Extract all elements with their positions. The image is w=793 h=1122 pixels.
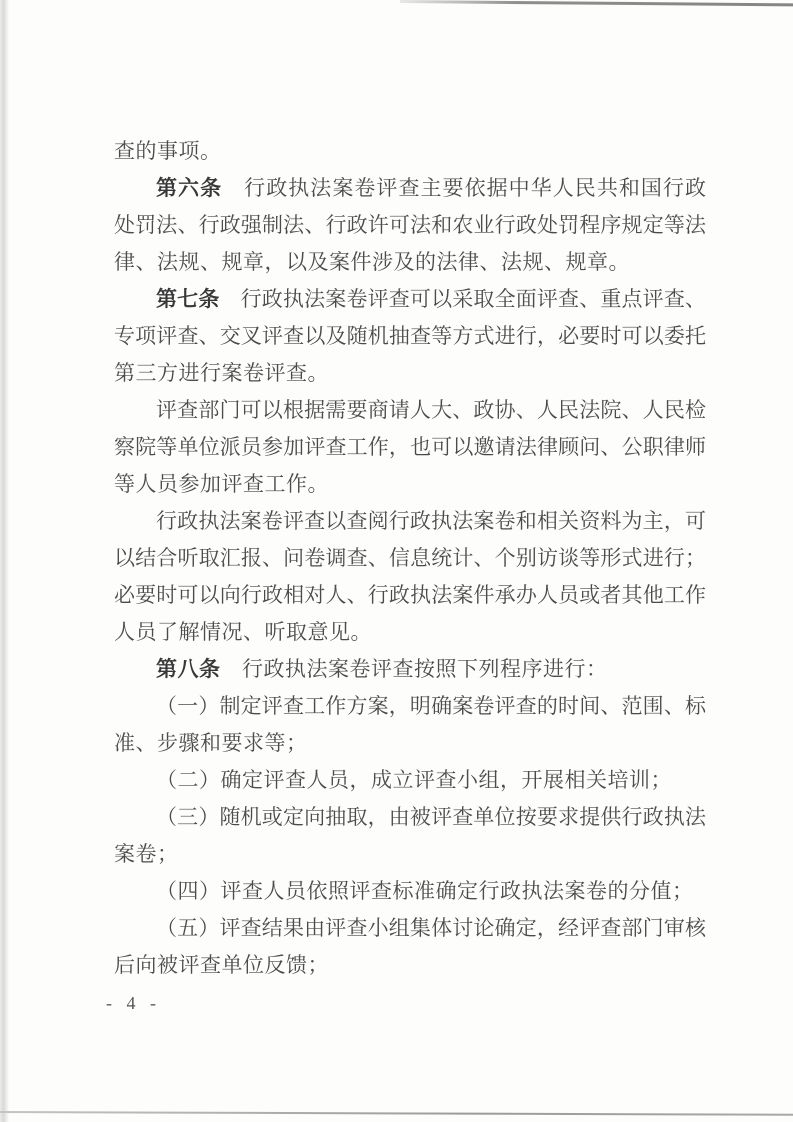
- text-line: [114, 725, 706, 762]
- text-segment: 处罚法、行政强制法、行政许可法和农业行政处罚程序规定等法: [114, 213, 706, 237]
- text-segment: 准、步骤和要求等；: [114, 731, 308, 755]
- text-line: [114, 318, 706, 355]
- text-line: [114, 799, 706, 836]
- text-segment: 行政执法案卷评查以查阅行政执法案卷和相关资料为主，可: [156, 509, 706, 533]
- text-line: [114, 688, 706, 725]
- text-line: [114, 910, 706, 947]
- text-line: [114, 392, 706, 429]
- text-segment: 行政执法案卷评查主要依据中华人民共和国行政: [222, 176, 706, 200]
- text-line: [114, 355, 706, 392]
- text-line: [114, 170, 706, 207]
- scan-edge-left: [0, 0, 9, 1122]
- text-line: [114, 614, 706, 651]
- text-line: [114, 466, 706, 503]
- text-segment: 等人员参加评查工作。: [114, 472, 329, 496]
- text-segment: 第三方进行案卷评查。: [114, 361, 329, 385]
- text-segment: 行政执法案卷评查按照下列程序进行：: [220, 657, 608, 681]
- text-line: [114, 873, 706, 910]
- text-line: [114, 503, 706, 540]
- text-line: [114, 836, 706, 873]
- text-segment: 察院等单位派员参加评查工作，也可以邀请法律顾问、公职律师: [114, 435, 706, 459]
- text-segment: 以结合听取汇报、问卷调查、信息统计、个别访谈等形式进行；: [114, 546, 706, 570]
- page-number: - 4 -: [106, 993, 161, 1013]
- text-segment: 行政执法案卷评查可以采取全面评查、重点评查、: [219, 287, 707, 311]
- text-segment: （四）评查人员依照评查标准确定行政执法案卷的分值；: [156, 879, 694, 903]
- text-line: [114, 133, 706, 170]
- text-segment: 专项评查、交叉评查以及随机抽查等方式进行，必要时可以委托: [114, 324, 706, 348]
- text-segment: 查的事项。: [114, 139, 222, 163]
- text-line: [114, 429, 706, 466]
- article-heading: 第八条: [156, 658, 221, 681]
- scan-edge-top: [400, 0, 793, 6]
- text-segment: （一）制定评查工作方案，明确案卷评查的时间、范围、标: [156, 694, 706, 718]
- text-line: [114, 540, 706, 577]
- text-segment: 律、法规、规章，以及案件涉及的法律、法规、规章。: [114, 250, 630, 274]
- text-line: [114, 577, 706, 614]
- document-body: [114, 133, 706, 984]
- text-line: [114, 762, 706, 799]
- text-segment: 必要时可以向行政相对人、行政执法案件承办人员或者其他工作: [114, 583, 706, 607]
- text-segment: （五）评查结果由评查小组集体讨论确定，经评查部门审核: [156, 916, 706, 940]
- text-segment: 后向被评查单位反馈；: [114, 953, 329, 977]
- scan-edge-bottom: [0, 1111, 793, 1116]
- text-segment: （三）随机或定向抽取，由被评查单位按要求提供行政执法: [156, 805, 706, 829]
- text-segment: 人员了解情况、听取意见。: [114, 620, 372, 644]
- text-segment: 案卷；: [114, 842, 179, 866]
- text-line: [114, 207, 706, 244]
- article-heading: 第七条: [156, 288, 220, 311]
- article-heading: 第六条: [156, 177, 223, 200]
- text-line: [114, 281, 706, 318]
- text-segment: 评查部门可以根据需要商请人大、政协、人民法院、人民检: [156, 398, 706, 422]
- text-segment: （二）确定评查人员，成立评查小组，开展相关培训；: [156, 768, 672, 792]
- text-line: [114, 651, 706, 688]
- text-line: [114, 244, 706, 281]
- text-line: [114, 947, 706, 984]
